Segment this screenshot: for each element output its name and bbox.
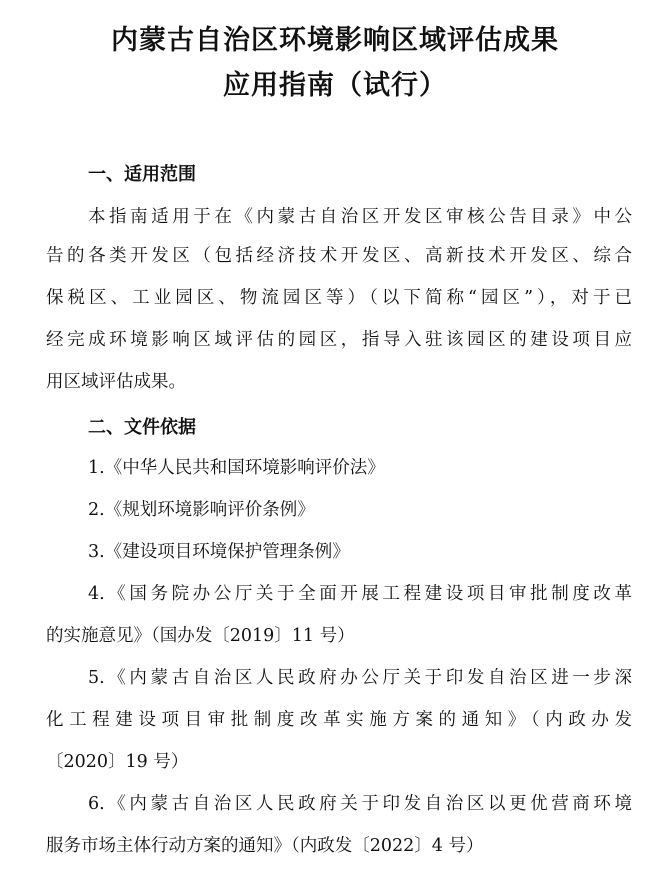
list-item: 2.《规划环境影响评价条例》 bbox=[88, 500, 315, 520]
list-item: 6.《内蒙古自治区人民政府关于印发自治区以更优营商环境 bbox=[88, 794, 632, 814]
list-item-continuation: 服务市场主体行动方案的通知》（内政发〔2022〕4 号） bbox=[46, 836, 484, 856]
paragraph-line: 本指南适用于在《内蒙古自治区开发区审核公告目录》中公 bbox=[88, 207, 632, 227]
list-item-continuation: 化工程建设项目审批制度改革实施方案的通知》（内政办发 bbox=[46, 710, 632, 730]
list-item: 1.《中华人民共和国环境影响评价法》 bbox=[88, 458, 385, 478]
list-item: 4.《国务院办公厅关于全面开展工程建设项目审批制度改革 bbox=[88, 584, 632, 604]
list-item-continuation: 〔2020〕19 号） bbox=[46, 752, 189, 772]
paragraph-line: 经完成环境影响区域评估的园区，指导入驻该园区的建设项目应 bbox=[46, 330, 632, 350]
paragraph-line: 用区域评估成果。 bbox=[46, 372, 186, 392]
list-item-continuation: 的实施意见》（国办发〔2019〕11 号） bbox=[46, 626, 355, 646]
list-item: 3.《建设项目环境保护管理条例》 bbox=[88, 542, 350, 562]
section-heading-scope: 一、适用范围 bbox=[88, 164, 196, 185]
document-title-line-2: 应用指南（试行） bbox=[223, 70, 447, 101]
document-title-line-1: 内蒙古自治区环境影响区域评估成果 bbox=[111, 25, 559, 56]
list-item: 5.《内蒙古自治区人民政府办公厅关于印发自治区进一步深 bbox=[88, 668, 632, 688]
paragraph-line: 保税区、工业园区、物流园区等）（以下简称“园区”），对于已 bbox=[46, 288, 632, 308]
paragraph-line: 告的各类开发区（包括经济技术开发区、高新技术开发区、综合 bbox=[46, 246, 632, 266]
section-heading-basis: 二、文件依据 bbox=[88, 417, 196, 438]
